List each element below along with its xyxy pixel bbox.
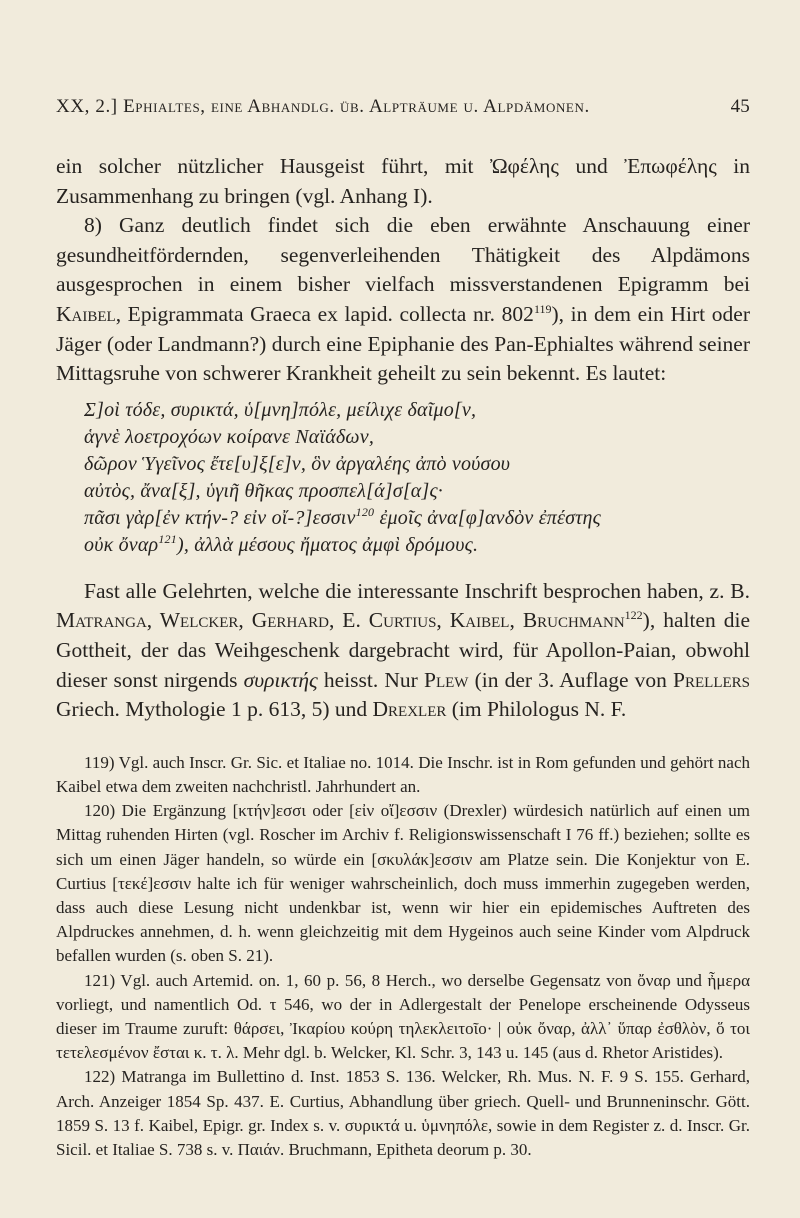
footnote-120: 120) Die Ergänzung [κτήν]εσσι oder [εἰν οἴ]εσσιν (Drexler) würdesich natürlich auf einen um Mittag ruhenden Hirten (vgl. Roscher im Archiv f. Religionswissenschaft I 76 ff.) beziehen; sollte es sich um einen Jäger handeln, so würde ein [σκυλάκ]εσσιν am Platze sein. Die Konjektur von E. Curtius [τεκέ]εσσιν halte ich für weniger wahrscheinlich, doch muss immerhin zugegeben werden, dass auch diese Lesung nicht undenkbar ist, wenn wir hier ein epidemisches Auftreten des Alpdruckes annehmen, d. h. wenn gleichzeitig mit dem Hygeinos auch seine Kinder vom Alpdruck befallen wurden (s. oben S. 21). [56,801,750,966]
paragraph-8-text-a: 8) Ganz deutlich findet sich die eben erwähnte Anschauung einer gesundheitfördernden, segenverleihenden Thätigkeit des Alpdämons ausgesprochen in einem bisher vielfach missverstandenen Epigramm bei [56,213,750,297]
epigram-line-6: οὐκ ὄναρ$^{121}$), ἀλλὰ μέσους ἤματος ἀμφὶ δρόμους. [84,531,479,556]
greek-syriktes: συρικτής [243,667,318,692]
page-number: 45 [730,96,750,117]
paragraph-scholars [56,577,750,725]
paragraph-scholars-text-d: (in der 3. Auflage von [468,667,674,692]
author-plew: Plew [423,667,469,692]
epigram-line-5-a: πᾶσι γὰρ[ἐν κτήν-? εἰν οἴ-?]εσσιν [84,506,356,529]
epigram-line-6-a: οὐκ ὄναρ [84,533,159,556]
footnote-ref-119: 119 [533,301,552,316]
running-head-title: XX, 2.] Ephialtes, eine Abhandlg. üb. Alpträume u. Alpdämonen. [56,96,590,117]
scholar-names: Matranga, Welcker, Gerhard, E. Curtius, Kaibel, Bruchmann [56,608,625,633]
paragraph-scholars-text-e: Griech. Mythologie 1 p. 613, 5) und [56,697,373,722]
epigram-line-3: δῶρον Ὑγεῖνος ἔτε[υ]ξ[ε]ν, ὃν ἀργαλέης ἀπὸ νούσου [84,452,511,475]
epigram-line-5-b: ἐμοῖς ἀνα[φ]ανδὸν ἐπέστης [379,506,601,529]
body-text [56,152,750,725]
paragraph-scholars-text-c: heisst. Nur [317,667,424,692]
author-drexler: Drexler [372,697,447,722]
footnote-122: 122) Matranga im Bullettino d. Inst. 1853 S. 136. Welcker, Rh. Mus. N. F. 9 S. 155. Gerhard, Arch. Anzeiger 1854 Sp. 437. E. Curtius, Abhandlung über griech. Quell- und Brunneninschr. Gött. 1859 S. 13 f. Kaibel, Epigr. gr. Index s. v. συρικτά u. ὑμνηπόλε, sowie in dem Register z. d. Inscr. Gr. Sicil. et Italiae S. 738 s. v. Παιάν. Bruchmann, Epitheta deorum p. 30. [56,1067,750,1159]
footnote-119: 119) Vgl. auch Inscr. Gr. Sic. et Italiae no. 1014. Die Inschr. ist in Rom gefunden und gehört nach Kaibel etwa dem zweiten nachchristl. Jahrhundert an. [56,752,750,796]
footnote-ref-122: 122 [624,608,643,623]
footnote-ref-121: 121 [158,531,177,546]
paragraph-scholars-text-f: (im Philologus N. F. [446,697,627,722]
paragraph-scholars-text-b: ), halten die Gottheit, der das Weihgeschenk dargebracht wird, für Apollon-Paian, obwohl dieser sonst nirgends [56,608,750,692]
epigram-line-4: αὐτὸς, ἄνα[ξ], ὑγιῆ θῆκας προσπελ[ά]σ[α]ς· [84,479,444,502]
running-head [56,96,750,118]
footnote-ref-120: 120 [355,504,375,519]
paragraph-continuation: ein solcher nützlicher Hausgeist führt, mit Ὠφέλης und Ἐπωφέλης in Zusammenhang zu bringen (vgl. Anhang I). [56,154,750,208]
footnote-121: 121) Vgl. auch Artemid. on. 1, 60 p. 56, 8 Herch., wo derselbe Gegensatz von ὄναρ und ἦμερα vorliegt, und namentlich Od. τ 546, wo der in Adlergestalt der Penelope erscheinende Odysseus dieser im Traume zuruft: θάρσει, Ἰκαρίου κούρη τηλεκλειτοῖο· | οὐκ ὄναρ, ἀλλ᾽ ὕπαρ ἐσθλὸν, ὅ τοι τετελεσμένον ἔσται κ. τ. λ. Mehr dgl. b. Welcker, Kl. Schr. 3, 143 u. 145 (aus d. Rhetor Aristides). [56,970,750,1063]
paragraph-8 [56,211,750,389]
epigram-line-2: ἁγνὲ λοετροχόων κοίρανε Ναϊάδων, [84,425,375,448]
paragraph-8-text-c: ), in dem ein Hirt oder Jäger (oder Landmann?) durch eine Epiphanie des Pan-Ephialtes während seiner Mittagsruhe von schwerer Krankheit geheilt zu sein bekennt. Es lautet: [56,301,750,386]
author-kaibel: Kaibel [56,301,116,326]
paragraph-scholars-text-a: Fast alle Gelehrten, welche die interessante Inschrift besprochen haben, z. B. [84,578,750,603]
greek-epigram [84,397,750,559]
epigram-line-6-b: ἀλλὰ μέσους ἤματος ἀμφὶ δρόμους. [194,533,479,556]
epigram-line-1: Σ]οὶ τόδε, συρικτά, ὑ[μνη]πόλε, μείλιχε δαῖμο[ν, [84,398,477,421]
paragraph-8-text-b: , Epigrammata Graeca ex lapid. collecta nr. 802 [115,301,534,326]
epigram-line-5 [84,505,750,532]
footnotes [56,751,750,1162]
author-preller: Prellers [673,667,750,692]
